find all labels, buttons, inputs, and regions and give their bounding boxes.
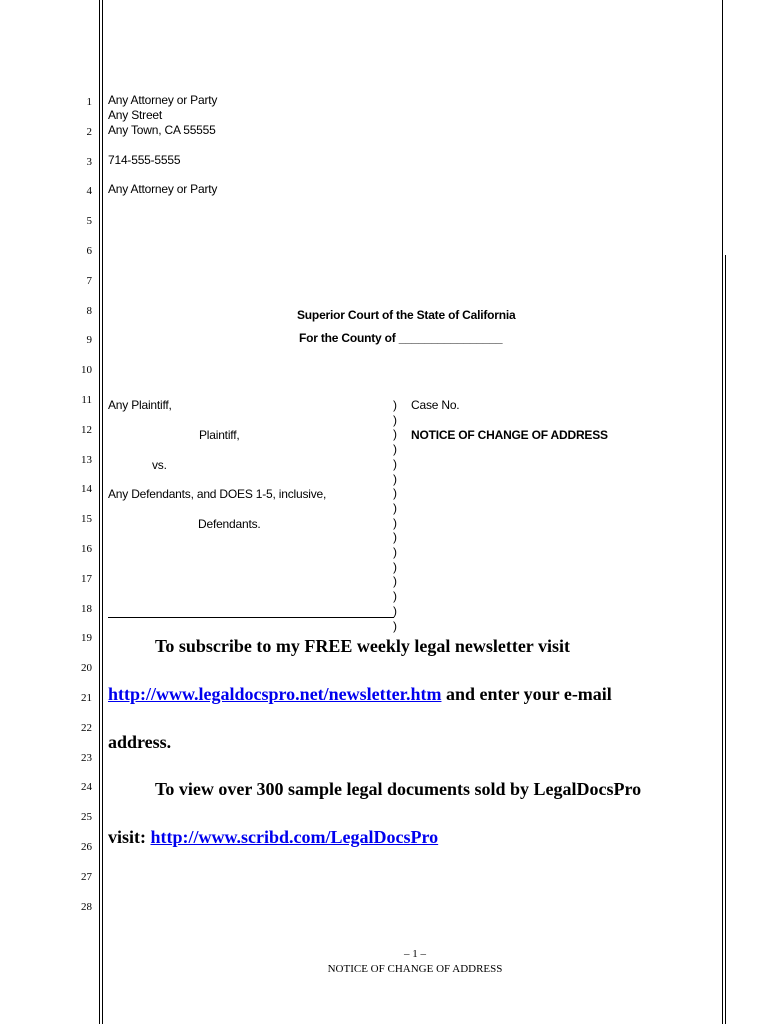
left-margin-rule-outer xyxy=(99,0,100,1024)
footer-title: NOTICE OF CHANGE OF ADDRESS xyxy=(327,963,503,975)
court-county: For the County of ________________ xyxy=(299,331,503,345)
line-number: 14 xyxy=(81,483,92,496)
line-number: 11 xyxy=(81,394,92,406)
line-number: 27 xyxy=(81,870,92,883)
line-number: 1 xyxy=(86,96,92,108)
line-number: 20 xyxy=(81,662,92,675)
versus-label: vs. xyxy=(152,458,167,472)
line-number: 21 xyxy=(81,692,92,704)
plaintiff-label: Plaintiff, xyxy=(199,428,240,442)
line-number: 10 xyxy=(81,364,92,377)
line-number: 4 xyxy=(86,185,92,198)
line-number: 22 xyxy=(81,721,92,734)
line-number: 16 xyxy=(81,543,92,555)
plaintiff-name: Any Plaintiff, xyxy=(108,398,172,412)
line-number: 23 xyxy=(81,751,92,764)
page-number: – 1 – xyxy=(404,948,426,960)
line-number: 2 xyxy=(86,125,92,138)
defendants-label: Defendants. xyxy=(198,517,261,531)
court-name: Superior Court of the State of California xyxy=(297,308,516,322)
line-number: 3 xyxy=(86,155,92,168)
attorney-street: Any Street xyxy=(108,108,163,122)
newsletter-paragraph-rest: and enter your e-mail xyxy=(441,684,612,704)
left-margin-rule-inner xyxy=(102,0,103,1024)
right-margin-rule-top xyxy=(722,0,723,1024)
samples-paragraph-line2 xyxy=(108,827,438,848)
line-number: 25 xyxy=(81,811,92,824)
attorney-phone: 714-555-5555 xyxy=(108,153,181,167)
scribd-link[interactable]: http://www.scribd.com/LegalDocsPro xyxy=(150,827,439,847)
case-number: Case No. xyxy=(411,398,460,412)
caption-rule xyxy=(108,617,394,618)
samples-prefix: visit: xyxy=(108,827,151,847)
line-number: 15 xyxy=(81,513,92,526)
right-margin-rule xyxy=(725,255,726,1024)
newsletter-paragraph-line1: To subscribe to my FREE weekly legal newsletter visit xyxy=(155,636,570,656)
line-number: 24 xyxy=(81,781,92,794)
newsletter-link[interactable]: http://www.legaldocspro.net/newsletter.htm xyxy=(108,684,442,704)
line-number: 12 xyxy=(81,423,92,436)
line-number: 9 xyxy=(86,334,92,347)
line-number: 18 xyxy=(81,602,92,615)
line-number: 26 xyxy=(81,841,92,853)
line-number: 6 xyxy=(86,245,92,257)
line-number: 7 xyxy=(86,274,92,287)
attorney-city: Any Town, CA 55555 xyxy=(108,123,216,137)
line-number: 5 xyxy=(86,215,92,228)
defendants-name: Any Defendants, and DOES 1-5, inclusive, xyxy=(108,487,327,501)
newsletter-paragraph-line3: address. xyxy=(108,732,172,752)
line-number: 28 xyxy=(81,900,92,913)
line-number: 19 xyxy=(81,632,92,645)
line-number: 8 xyxy=(86,304,92,317)
caption-parentheses: ) ) ) ) ) ) ) ) ) ) ) ) ) ) ) ) xyxy=(393,398,397,633)
document-title: NOTICE OF CHANGE OF ADDRESS xyxy=(411,428,608,442)
attorney-name: Any Attorney or Party xyxy=(108,93,218,107)
attorney-for: Any Attorney or Party xyxy=(108,182,218,196)
newsletter-paragraph-line2 xyxy=(108,684,612,705)
samples-paragraph-line1: To view over 300 sample legal documents sold by LegalDocsPro xyxy=(155,779,642,799)
line-number: 17 xyxy=(81,572,92,585)
line-number: 13 xyxy=(81,453,92,466)
